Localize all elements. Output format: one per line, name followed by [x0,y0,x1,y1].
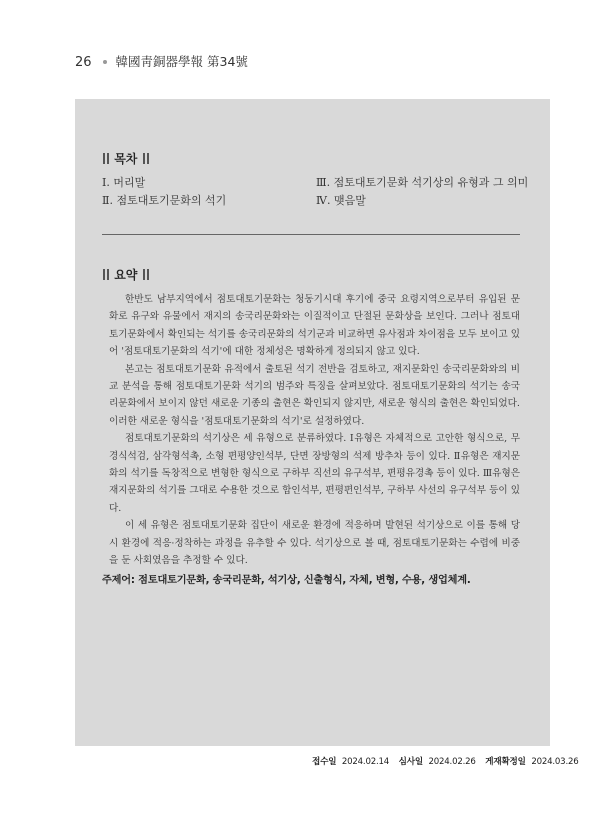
toc-heading-label: 목차 [114,152,138,166]
bar-icon [143,269,145,280]
toc-item: Ⅳ. 맺음말 [316,194,366,207]
keywords [102,571,471,586]
abstract-box [75,99,550,746]
abstract-heading [102,266,150,283]
bar-icon [147,153,149,164]
journal-title: 韓國靑銅器學報 第34號 [115,54,248,69]
abstract-paragraph: 한반도 남부지역에서 점토대토기문화는 청동기시대 후기에 중국 요령지역으로부터 유입된 문화로 유구와 유물에서 재지의 송국리문화와는 이질적이고 단절된 문화상을 보인다. 그러나 점토대토기문화에서 확인되는 석기를 송국리문화의 석기군과 비교하면 유사점과 차이점을 모두 보이고 있어 '점토대토기문화의 석기'에 대한 정체성은 명확하게 정의되지 않고 있다. [109,294,520,358]
keywords-label: 주제어: [102,575,135,586]
submission-dates [312,755,579,767]
received-label: 접수일 [312,757,337,767]
review-date: 2024.02.26 [428,757,476,767]
review-label: 심사일 [398,757,423,767]
toc-heading [102,150,150,167]
accepted-date: 2024.03.26 [531,757,579,767]
bar-icon [147,269,149,280]
bullet-icon [103,60,107,64]
toc-item: Ⅰ. 머리말 [102,176,146,189]
bar-icon [107,153,109,164]
toc-item: Ⅲ. 점토대토기문화 석기상의 유형과 그 의미 [316,176,529,189]
bar-icon [143,153,145,164]
abstract-paragraph: 이 세 유형은 점토대토기문화 집단이 새로운 환경에 적응하며 발현된 석기상으로 이를 통해 당시 환경에 적응·정착하는 과정을 유추할 수 있다. 석기상으로 볼 때, 점토대토기문화는 수렵에 비중을 둔 사회였음을 추정할 수 있다. [109,520,520,567]
bar-icon [107,269,109,280]
abstract-body [109,291,520,570]
abstract-heading-label: 요약 [114,268,138,282]
abstract-paragraph: 점토대토기문화의 석기상은 세 유형으로 분류하였다. Ⅰ유형은 자체적으로 고안한 형식으로, 무경식석검, 삼각형석촉, 소형 편평양인석부, 단면 장방형의 석제 방추차 등이 있다. Ⅱ유형은 재지문화의 석기를 독창적으로 변형한 형식으로 구하부 직선의 유구석부, 편평유경촉 등이 있다. Ⅲ유형은 재지문화의 석기를 그대로 수용한 것으로 합인석부, 편평편인석부, 구하부 사선의 유구석부 등이 있다. [109,433,520,514]
bar-icon [103,269,105,280]
running-head [75,52,248,70]
abstract-paragraph: 본고는 점토대토기문화 유적에서 출토된 석기 전반을 검토하고, 재지문화인 송국리문화와의 비교 분석을 통해 점토대토기문화 석기의 범주와 특징을 살펴보았다. 점토대토기문화의 석기는 송국리문화에서 보이지 않던 새로운 기종의 출현은 확인되지 않지만, 새로운 형식의 출현은 확인되었다. 이러한 새로운 형식을 '점토대토기문화의 석기'로 설정하였다. [109,363,520,427]
page-number: 26 [75,55,92,70]
divider [102,234,520,235]
toc-item: Ⅱ. 점토대토기문화의 석기 [102,194,227,207]
bar-icon [103,153,105,164]
keywords-text: 점토대토기문화, 송국리문화, 석기상, 신출형식, 자체, 변형, 수용, 생업체계. [138,575,471,586]
accepted-label: 게재확정일 [485,757,526,767]
received-date: 2024.02.14 [341,757,390,767]
